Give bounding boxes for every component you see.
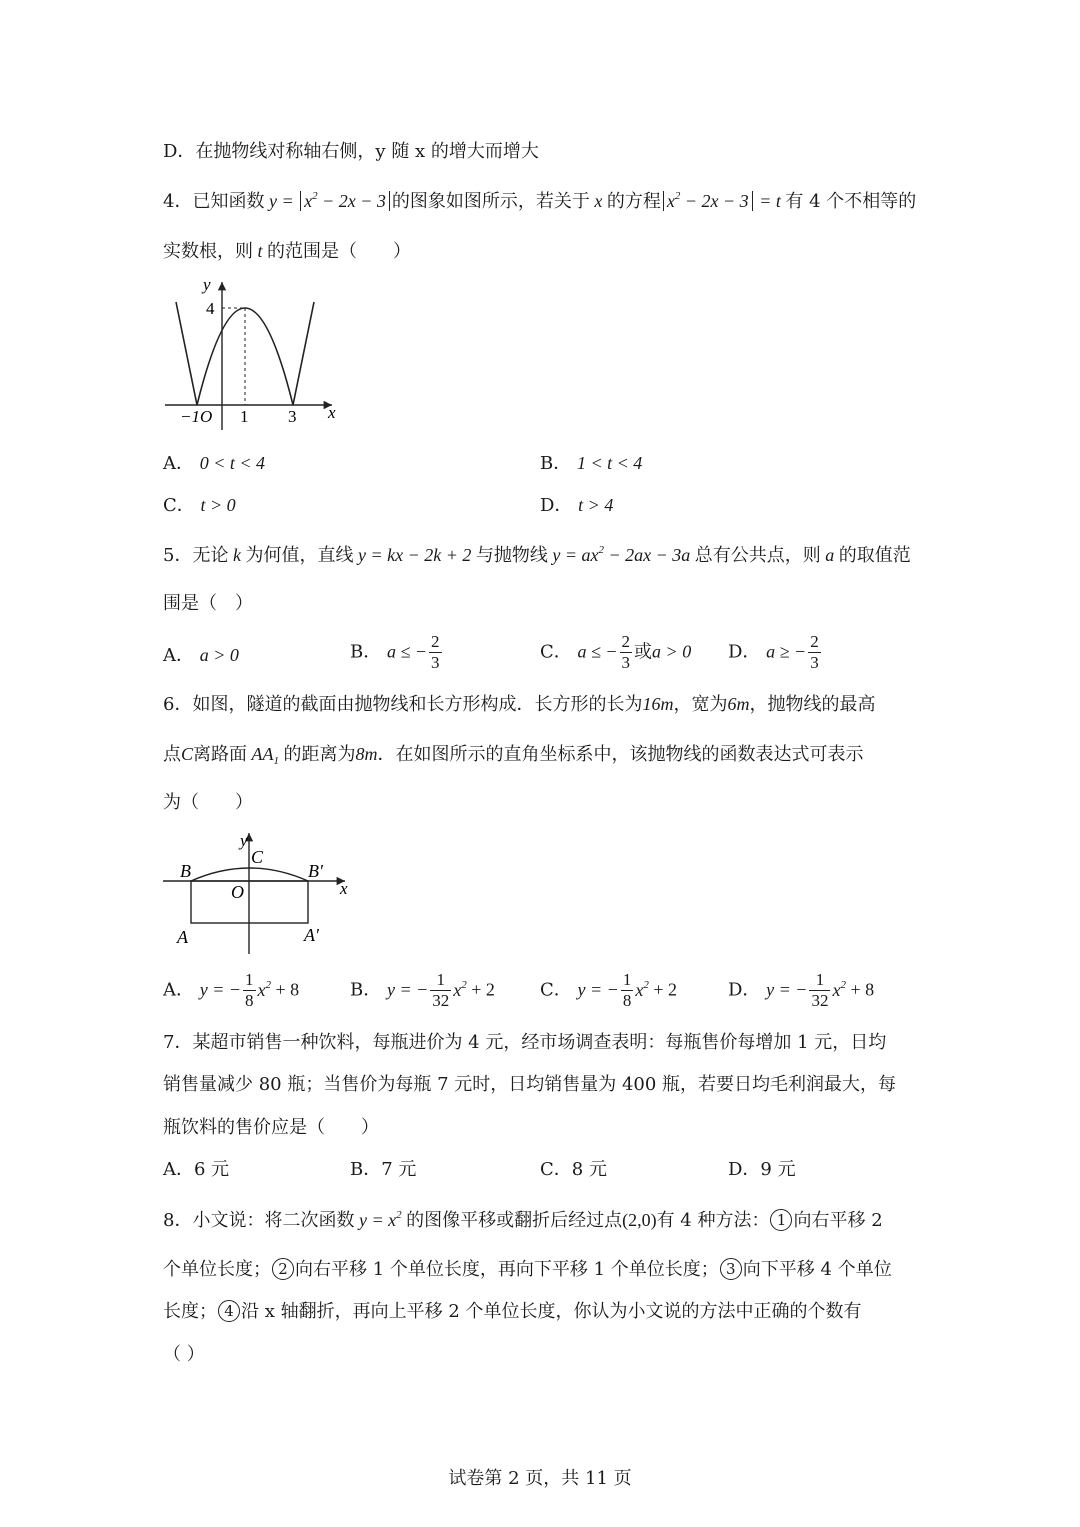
option-letter: D． <box>540 495 573 516</box>
q8-stem-line4: （ ） <box>163 1344 205 1365</box>
q4-stem-line1: 4．已知函数 $y = x^2 - 2x - 3$ 的图象如图所示，若关于 x 的方程 $x^2 - 2x - 3 = t$ 有 4 个不相等的 <box>163 190 917 212</box>
q4-equation: $x^2 - 2x - 3 = t$ <box>661 191 785 211</box>
option-expr: a > 0 <box>199 645 239 665</box>
q6-stem-line1 <box>163 691 875 718</box>
q8-text: 长度； <box>163 1301 217 1322</box>
q8-text: 向右平移 1 个单位长度，再向下平移 1 个单位长度； <box>295 1259 719 1280</box>
q6-width: 6m <box>727 694 750 714</box>
q7-option-b[interactable]: B．7 元 <box>350 1159 417 1180</box>
fraction: $\frac{2}{3}$ <box>810 632 819 672</box>
option-letter: C． <box>163 495 195 516</box>
q4-text: 有 4 个不相等的 <box>785 191 917 212</box>
option-letter: A． <box>163 645 194 666</box>
label-A: A <box>177 927 188 947</box>
label-x: x <box>328 403 336 422</box>
q6-text: ，抛物线的最高 <box>749 694 876 715</box>
circled-number: 2 <box>272 1258 294 1280</box>
q4-stem-line2: 实数根，则 t 的范围是（ ） <box>163 241 412 262</box>
q6-length: 16m <box>642 694 674 714</box>
q6-road: $AA_1$ <box>251 744 280 767</box>
label-A-prime: A′ <box>304 925 319 945</box>
q8-text: 沿 x 轴翻折，再向上平移 2 个单位长度，你认为小文说的方法中正确的个数有 <box>241 1301 862 1322</box>
q8-text: 8．小文说：将二次函数 <box>163 1210 355 1231</box>
right-branch <box>293 302 314 405</box>
option-expr: t > 0 <box>200 495 236 515</box>
label-y: y <box>240 831 248 850</box>
q6-option-b[interactable]: B． y = − $\frac{1}{32}$ $x^2 + 2$ <box>350 970 495 1010</box>
q5-stem-line2: 围是（ ） <box>163 593 253 614</box>
option-expr: a ≥ − <box>766 641 807 662</box>
option-letter: D． <box>728 641 761 663</box>
q5-text: 为何值，直线 <box>245 545 354 566</box>
q8-point: (2,0) <box>622 1210 657 1230</box>
q6-option-d[interactable]: D． y = − $\frac{1}{32}$ $x^2 + 8$ <box>728 970 875 1010</box>
q6-text: ，宽为 <box>673 694 728 715</box>
label-B-prime: B′ <box>308 861 323 881</box>
q4-text: 的图象如图所示，若关于 <box>391 191 590 212</box>
q6-point-c: C <box>181 744 194 764</box>
option-expr: a ≤ − <box>577 641 618 662</box>
q5-option-a[interactable] <box>163 642 239 669</box>
option-letter: C． <box>540 979 572 1001</box>
option-letter: A． <box>163 453 194 474</box>
page-footer: 试卷第 2 页，共 11 页 <box>448 1468 632 1489</box>
option-expr: + 8 <box>850 979 875 1000</box>
q5-option-b[interactable] <box>350 632 444 673</box>
option-expr: a ≤ − <box>386 641 427 662</box>
q4-option-c[interactable] <box>163 492 236 519</box>
q6-option-a[interactable]: A． y = − $\frac{1}{8}$ $x^2 + 8$ <box>163 970 300 1010</box>
circled-number: 4 <box>218 1300 240 1322</box>
label-C: C <box>251 847 264 867</box>
option-letter: B． <box>350 979 382 1001</box>
q8-function: $y = x^2$ <box>354 1209 402 1230</box>
q4-text: 已知函数 <box>192 191 265 212</box>
q7-option-c[interactable]: C．8 元 <box>540 1159 607 1180</box>
label-x: x <box>340 879 348 898</box>
q5-stem-line1: 5．无论 k 为何值，直线 y = kx − 2k + 2 与抛物线 $y = ax^2 - 2ax - 3a$ 总有公共点，则 a 的取值范 <box>163 544 911 566</box>
circled-number: 1 <box>770 1209 792 1231</box>
option-expr: + 2 <box>471 979 495 1000</box>
q8-text: 个单位长度； <box>163 1259 271 1280</box>
q6-text: 的距离为 <box>283 744 356 765</box>
q7-stem-line3: 瓶饮料的售价应是（ ） <box>163 1117 379 1138</box>
q5-line-eq: y = kx − 2k + 2 <box>353 545 476 565</box>
q6-number: 6． <box>163 694 193 715</box>
q7-stem-line1: 7．某超市销售一种饮料，每瓶进价为 4 元，经市场调查表明：每瓶售价每增加 1 元，日均 <box>163 1032 887 1053</box>
option-expr: 1 < t < 4 <box>576 453 643 473</box>
q5-parabola-eq: $y = ax^2 - 2ax - 3a$ <box>547 544 695 565</box>
option-letter: A． <box>163 979 194 1001</box>
q4-text: 的方程 <box>606 191 661 212</box>
label-1: 1 <box>240 407 249 426</box>
label-O: O <box>231 882 244 902</box>
option-expr: + 8 <box>275 979 300 1000</box>
q6-option-c[interactable]: C． y = − $\frac{1}{8}$ $x^2 + 2$ <box>540 970 677 1010</box>
option-letter: C． <box>540 641 572 663</box>
q5-option-d[interactable] <box>728 632 823 673</box>
option-expr: + 2 <box>653 979 677 1000</box>
q6-tunnel-diagram <box>160 828 360 958</box>
option-expr: 0 < t < 4 <box>199 453 266 473</box>
q5-text: 与抛物线 <box>475 545 548 566</box>
q4-option-a[interactable] <box>163 450 265 477</box>
q4-text: 实数根，则 <box>163 241 253 262</box>
q6-distance: 8m <box>355 744 378 764</box>
option-letter: D． <box>728 979 761 1001</box>
q6-text: 点 <box>163 744 181 765</box>
q6-text: 如图，隧道的截面由抛物线和长方形构成．长方形的长为 <box>192 694 643 715</box>
q4-option-d[interactable] <box>540 492 613 519</box>
circled-number: 3 <box>720 1258 742 1280</box>
option-letter: B． <box>350 641 382 663</box>
option-letter: B． <box>540 453 572 474</box>
fraction: $\frac{1}{32}$ <box>432 970 450 1010</box>
option-expr: a > 0 <box>652 641 692 662</box>
q5-number: 5． <box>163 545 193 566</box>
fraction: $\frac{2}{3}$ <box>621 632 631 672</box>
q5-text: 总有公共点，则 <box>694 545 821 566</box>
fraction: $\frac{1}{8}$ <box>622 970 632 1010</box>
q7-stem-line2: 销售量减少 80 瓶；当售价为每瓶 7 元时，日均销售量为 400 瓶，若要日均毛利润最大，每 <box>163 1074 897 1095</box>
label-4: 4 <box>206 299 215 318</box>
q8-text: 的图像平移或翻折后经过点 <box>406 1210 623 1231</box>
q8-stem-line2 <box>163 1257 892 1283</box>
q5-text: 无论 <box>192 545 229 566</box>
option-text: 或 <box>634 641 653 663</box>
q8-text: 向下平移 4 个单位 <box>742 1259 892 1280</box>
label-y: y <box>203 275 211 294</box>
q7-option-d[interactable]: D．9 元 <box>728 1159 796 1180</box>
q6-stem-line2 <box>163 741 864 768</box>
q4-graph <box>160 272 345 432</box>
label-minus1-O: −1O <box>180 407 213 426</box>
q4-number: 4． <box>163 191 193 212</box>
q4-text: 的范围是（ ） <box>267 241 412 262</box>
q6-stem-line3: 为（ ） <box>163 792 253 813</box>
q8-stem-line3 <box>163 1299 862 1325</box>
q6-text: ．在如图所示的直角坐标系中，该抛物线的函数表达式可表示 <box>377 744 864 765</box>
q5-text: 的取值范 <box>838 545 911 566</box>
label-B: B <box>180 861 191 881</box>
fraction: $\frac{1}{8}$ <box>245 970 254 1010</box>
q5-option-c[interactable] <box>540 632 691 673</box>
fraction: $\frac{1}{32}$ <box>811 970 829 1010</box>
q4-option-b[interactable] <box>540 450 642 477</box>
q6-text: 离路面 <box>193 744 248 765</box>
q8-stem-line1 <box>163 1207 883 1234</box>
fraction: $\frac{2}{3}$ <box>431 632 440 672</box>
q3-option-d: D．在抛物线对称轴右侧，y 随 x 的增大而增大 <box>163 141 539 162</box>
label-3: 3 <box>288 407 297 426</box>
q8-text: 向右平移 2 <box>793 1210 883 1231</box>
left-branch <box>176 302 197 405</box>
option-expr: t > 4 <box>578 495 614 515</box>
q4-function: $y = x^2 - 2x - 3$ <box>264 191 391 211</box>
q7-option-a[interactable]: A．6 元 <box>163 1159 230 1180</box>
q8-text: 有 4 种方法： <box>656 1210 770 1231</box>
